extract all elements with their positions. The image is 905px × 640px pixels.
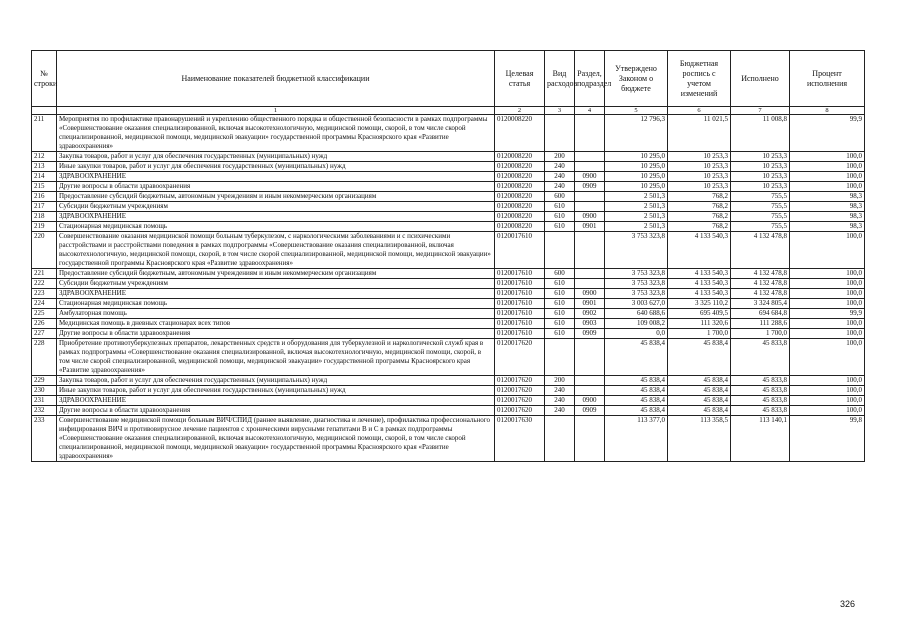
column-index: 7 [731,107,790,115]
row-percent: 100,0 [790,396,865,406]
row-target-article: 0120017610 [495,309,545,319]
row-budget: 4 133 540,3 [668,279,731,289]
row-executed: 4 132 478,8 [731,269,790,279]
column-index: 3 [545,107,575,115]
row-executed: 4 132 478,8 [731,279,790,289]
row-target-article: 0120008220 [495,115,545,152]
row-expense-type: 600 [545,192,575,202]
row-budget: 10 253,3 [668,182,731,192]
row-section: 0900 [575,212,605,222]
row-target-article: 0120017620 [495,406,545,416]
row-number: 233 [32,416,57,462]
row-approved: 3 753 323,8 [605,289,668,299]
row-number: 216 [32,192,57,202]
row-percent: 100,0 [790,386,865,396]
row-expense-type: 610 [545,319,575,329]
row-approved: 3 753 323,8 [605,232,668,269]
row-target-article: 0120017610 [495,279,545,289]
header-row [32,51,865,107]
row-expense-type [545,339,575,376]
row-expense-type: 200 [545,152,575,162]
row-percent: 100,0 [790,279,865,289]
row-budget: 45 838,4 [668,376,731,386]
row-percent: 100,0 [790,406,865,416]
row-expense-type: 610 [545,289,575,299]
column-index: 5 [605,107,668,115]
row-executed: 4 132 478,8 [731,289,790,299]
row-number: 232 [32,406,57,416]
row-number: 213 [32,162,57,172]
header-name: Наименование показателей бюджетной классификации [57,51,495,107]
row-expense-type: 240 [545,386,575,396]
header-executed: Исполнено [731,51,790,107]
row-target-article: 0120017610 [495,329,545,339]
row-name: Закупка товаров, работ и услуг для обеспечения государственных (муниципальных) нужд [57,152,495,162]
header-approved: Утверждено Законом о бюджете [605,51,668,107]
row-approved: 109 008,2 [605,319,668,329]
row-target-article: 0120017610 [495,299,545,309]
table-row [32,172,865,182]
row-name: Амбулаторная помощь [57,309,495,319]
row-number: 225 [32,309,57,319]
row-target-article: 0120017610 [495,232,545,269]
row-section [575,115,605,152]
row-executed: 755,5 [731,192,790,202]
row-expense-type: 610 [545,329,575,339]
row-percent: 100,0 [790,319,865,329]
table-row [32,279,865,289]
row-budget: 695 409,5 [668,309,731,319]
header-code: Целевая статья [495,51,545,107]
table-row [32,192,865,202]
row-percent: 100,0 [790,152,865,162]
row-budget: 10 253,3 [668,172,731,182]
row-name: Субсидии бюджетным учреждениям [57,279,495,289]
row-number: 228 [32,339,57,376]
row-percent: 100,0 [790,182,865,192]
row-expense-type: 610 [545,212,575,222]
table-row [32,212,865,222]
row-executed: 4 132 478,8 [731,232,790,269]
row-budget: 45 838,4 [668,339,731,376]
table-row [32,396,865,406]
header-vid: Вид расходов [545,51,575,107]
row-section [575,416,605,462]
row-percent: 98,3 [790,222,865,232]
row-section: 0900 [575,289,605,299]
row-approved: 3 753 323,8 [605,269,668,279]
header-percent: Процент исполнения [790,51,865,107]
row-percent: 98,3 [790,192,865,202]
row-name: Стационарная медицинская помощь [57,222,495,232]
row-percent: 98,3 [790,202,865,212]
row-executed: 45 833,8 [731,386,790,396]
row-number: 222 [32,279,57,289]
row-percent: 99,8 [790,416,865,462]
row-name: Иные закупки товаров, работ и услуг для обеспечения государственных (муниципальных) нужд [57,162,495,172]
table-row [32,329,865,339]
row-target-article: 0120008220 [495,222,545,232]
row-name: Предоставление субсидий бюджетным, автономным учреждениям и иным некоммерческим организациям [57,269,495,279]
header-budget: Бюджетная роспись с учетом изменений [668,51,731,107]
row-budget: 768,2 [668,212,731,222]
row-expense-type: 610 [545,279,575,289]
table-row [32,299,865,309]
row-expense-type: 240 [545,396,575,406]
table-row [32,115,865,152]
row-section [575,232,605,269]
row-name: Мероприятия по профилактике правонарушений и укреплению общественного порядка и общественной безопасности в рамках подпрограммы «Совершенствование оказания специализированной, включая высокотехнологичную, медицинской помощи, скорой, в том числе скорой специализированной, медицинской помощи, медицинской эвакуации» государственной программы Красноярского края «Развитие здравоохранения» [57,115,495,152]
row-section: 0909 [575,406,605,416]
row-percent: 100,0 [790,329,865,339]
row-percent: 99,9 [790,309,865,319]
row-approved: 0,0 [605,329,668,339]
row-approved: 10 295,0 [605,172,668,182]
row-approved: 3 003 627,0 [605,299,668,309]
row-section: 0909 [575,329,605,339]
row-number: 215 [32,182,57,192]
row-target-article: 0120017610 [495,319,545,329]
row-target-article: 0120017620 [495,376,545,386]
row-section [575,386,605,396]
row-approved: 10 295,0 [605,162,668,172]
table-body [32,115,865,462]
row-budget: 45 838,4 [668,386,731,396]
row-section [575,202,605,212]
row-expense-type: 240 [545,406,575,416]
row-section [575,162,605,172]
row-approved: 113 377,0 [605,416,668,462]
row-percent: 100,0 [790,376,865,386]
row-approved: 2 501,3 [605,202,668,212]
row-section: 0902 [575,309,605,319]
row-budget: 45 838,4 [668,396,731,406]
row-percent: 100,0 [790,269,865,279]
table-row [32,152,865,162]
row-expense-type [545,115,575,152]
row-name: Медицинская помощь в дневных стационарах всех типов [57,319,495,329]
row-name: ЗДРАВООХРАНЕНИЕ [57,172,495,182]
row-approved: 45 838,4 [605,396,668,406]
table-row [32,309,865,319]
row-percent: 98,3 [790,212,865,222]
row-section: 0900 [575,396,605,406]
row-number: 229 [32,376,57,386]
row-section: 0901 [575,299,605,309]
row-target-article: 0120017630 [495,416,545,462]
row-number: 217 [32,202,57,212]
row-approved: 45 838,4 [605,406,668,416]
row-target-article: 0120008220 [495,162,545,172]
table-row [32,376,865,386]
row-target-article: 0120017620 [495,396,545,406]
table-row [32,319,865,329]
row-percent: 100,0 [790,232,865,269]
row-budget: 3 325 110,2 [668,299,731,309]
row-executed: 45 833,8 [731,406,790,416]
row-executed: 1 700,0 [731,329,790,339]
row-expense-type: 610 [545,299,575,309]
row-approved: 45 838,4 [605,339,668,376]
row-expense-type: 240 [545,182,575,192]
row-number: 211 [32,115,57,152]
row-section [575,339,605,376]
row-section: 0900 [575,172,605,182]
row-budget: 113 358,5 [668,416,731,462]
row-name: Совершенствование медицинской помощи больным ВИЧ/СПИД (раннее выявление, диагностика и лечение), профилактика профессионального инфицирования ВИЧ и противовирусное лечение пациентов с хроническими вирусными гепатитами В и С в рамках подпрограммы «Совершенствование оказания специализированной, включая высокотехнологичную, медицинской помощи, скорой, в том числе скорой специализированной, медицинской помощи, медицинской эвакуации» государственной программы Красноярского края «Развитие здравоохранения» [57,416,495,462]
row-budget: 768,2 [668,202,731,212]
row-executed: 113 140,1 [731,416,790,462]
budget-table [31,50,865,462]
row-section: 0903 [575,319,605,329]
row-approved: 3 753 323,8 [605,279,668,289]
row-budget: 10 253,3 [668,162,731,172]
row-number: 214 [32,172,57,182]
row-target-article: 0120008220 [495,152,545,162]
row-number: 224 [32,299,57,309]
row-name: Иные закупки товаров, работ и услуг для обеспечения государственных (муниципальных) нужд [57,386,495,396]
row-number: 218 [32,212,57,222]
row-target-article: 0120008220 [495,172,545,182]
row-target-article: 0120008220 [495,192,545,202]
row-executed: 10 253,3 [731,182,790,192]
row-approved: 12 796,3 [605,115,668,152]
row-number: 231 [32,396,57,406]
row-budget: 4 133 540,3 [668,232,731,269]
row-target-article: 0120008220 [495,182,545,192]
row-budget: 768,2 [668,222,731,232]
table-row [32,269,865,279]
row-expense-type: 240 [545,162,575,172]
row-percent: 100,0 [790,299,865,309]
table-row [32,339,865,376]
row-expense-type: 240 [545,172,575,182]
column-index-row [32,107,865,115]
row-executed: 45 833,8 [731,339,790,376]
column-index: 6 [668,107,731,115]
row-name: Другие вопросы в области здравоохранения [57,329,495,339]
row-expense-type [545,232,575,269]
row-number: 220 [32,232,57,269]
table-row [32,202,865,212]
row-budget: 111 320,6 [668,319,731,329]
row-expense-type: 610 [545,222,575,232]
row-approved: 10 295,0 [605,152,668,162]
row-expense-type: 200 [545,376,575,386]
row-name: Совершенствование оказания медицинской помощи больным туберкулезом, с наркологическими заболеваниями и с психическими расстройствами и расстройствами поведения в рамках подпрограммы «Совершенствование оказания специализированной, включая высокотехнологичную, медицинской помощи, скорой, в том числе скорой специализированной, медицинской помощи, медицинской эвакуации» государственной программы Красноярского края «Развитие здравоохранения» [57,232,495,269]
row-approved: 45 838,4 [605,386,668,396]
row-executed: 3 324 805,4 [731,299,790,309]
column-index: 8 [790,107,865,115]
table-row [32,182,865,192]
row-target-article: 0120017610 [495,269,545,279]
row-budget: 768,2 [668,192,731,202]
page-number: 326 [840,599,856,609]
table-row [32,406,865,416]
row-target-article: 0120008220 [495,202,545,212]
row-executed: 10 253,3 [731,172,790,182]
row-number: 223 [32,289,57,299]
row-expense-type [545,416,575,462]
row-target-article: 0120017610 [495,289,545,299]
header-razdel: Раздел, подраздел [575,51,605,107]
row-number: 219 [32,222,57,232]
row-name: ЗДРАВООХРАНЕНИЕ [57,212,495,222]
row-expense-type: 610 [545,309,575,319]
row-name: Субсидии бюджетным учреждениям [57,202,495,212]
row-approved: 45 838,4 [605,376,668,386]
row-percent: 100,0 [790,172,865,182]
row-executed: 694 684,8 [731,309,790,319]
row-section [575,376,605,386]
row-section [575,269,605,279]
row-percent: 100,0 [790,162,865,172]
column-index: 4 [575,107,605,115]
table-row [32,386,865,396]
row-target-article: 0120017620 [495,386,545,396]
row-name: Закупка товаров, работ и услуг для обеспечения государственных (муниципальных) нужд [57,376,495,386]
row-approved: 10 295,0 [605,182,668,192]
table-row [32,416,865,462]
row-budget: 4 133 540,3 [668,289,731,299]
row-section: 0901 [575,222,605,232]
row-budget: 11 021,5 [668,115,731,152]
column-index: 2 [495,107,545,115]
row-executed: 755,5 [731,222,790,232]
row-target-article: 0120017620 [495,339,545,376]
row-target-article: 0120008220 [495,212,545,222]
row-percent: 99,9 [790,115,865,152]
row-name: Приобретение противотуберкулезных препаратов, лекарственных средств и оборудования для туберкулезной и наркологической служб края в рамках подпрограммы «Совершенствование оказания специализированной, включая высокотехнологичную, медицинской помощи, скорой, в том числе скорой специализированной, медицинской помощи, медицинской эвакуации» государственной программы Красноярского края «Развитие здравоохранения» [57,339,495,376]
row-executed: 11 008,8 [731,115,790,152]
header-num: № строки [32,51,57,107]
row-expense-type: 600 [545,269,575,279]
row-number: 212 [32,152,57,162]
row-name: Предоставление субсидий бюджетным, автономным учреждениям и иным некоммерческим организациям [57,192,495,202]
row-approved: 2 501,3 [605,212,668,222]
row-executed: 755,5 [731,202,790,212]
row-name: Другие вопросы в области здравоохранения [57,182,495,192]
row-approved: 2 501,3 [605,192,668,202]
row-name: Другие вопросы в области здравоохранения [57,406,495,416]
row-executed: 10 253,3 [731,152,790,162]
column-index: 1 [57,107,495,115]
row-section [575,192,605,202]
row-approved: 640 688,6 [605,309,668,319]
row-budget: 10 253,3 [668,152,731,162]
row-executed: 111 288,6 [731,319,790,329]
row-executed: 10 253,3 [731,162,790,172]
row-budget: 4 133 540,3 [668,269,731,279]
row-approved: 2 501,3 [605,222,668,232]
row-number: 227 [32,329,57,339]
row-executed: 45 833,8 [731,396,790,406]
row-percent: 100,0 [790,289,865,299]
row-section: 0909 [575,182,605,192]
row-number: 226 [32,319,57,329]
row-percent: 100,0 [790,339,865,376]
table-row [32,162,865,172]
column-index-num [32,107,57,115]
table-row [32,289,865,299]
row-expense-type: 610 [545,202,575,212]
row-number: 230 [32,386,57,396]
row-executed: 45 833,8 [731,376,790,386]
row-name: ЗДРАВООХРАНЕНИЕ [57,396,495,406]
row-executed: 755,5 [731,212,790,222]
row-name: Стационарная медицинская помощь [57,299,495,309]
row-section [575,279,605,289]
row-number: 221 [32,269,57,279]
row-budget: 45 838,4 [668,406,731,416]
row-name: ЗДРАВООХРАНЕНИЕ [57,289,495,299]
row-budget: 1 700,0 [668,329,731,339]
table-row [32,232,865,269]
row-section [575,152,605,162]
table-row [32,222,865,232]
